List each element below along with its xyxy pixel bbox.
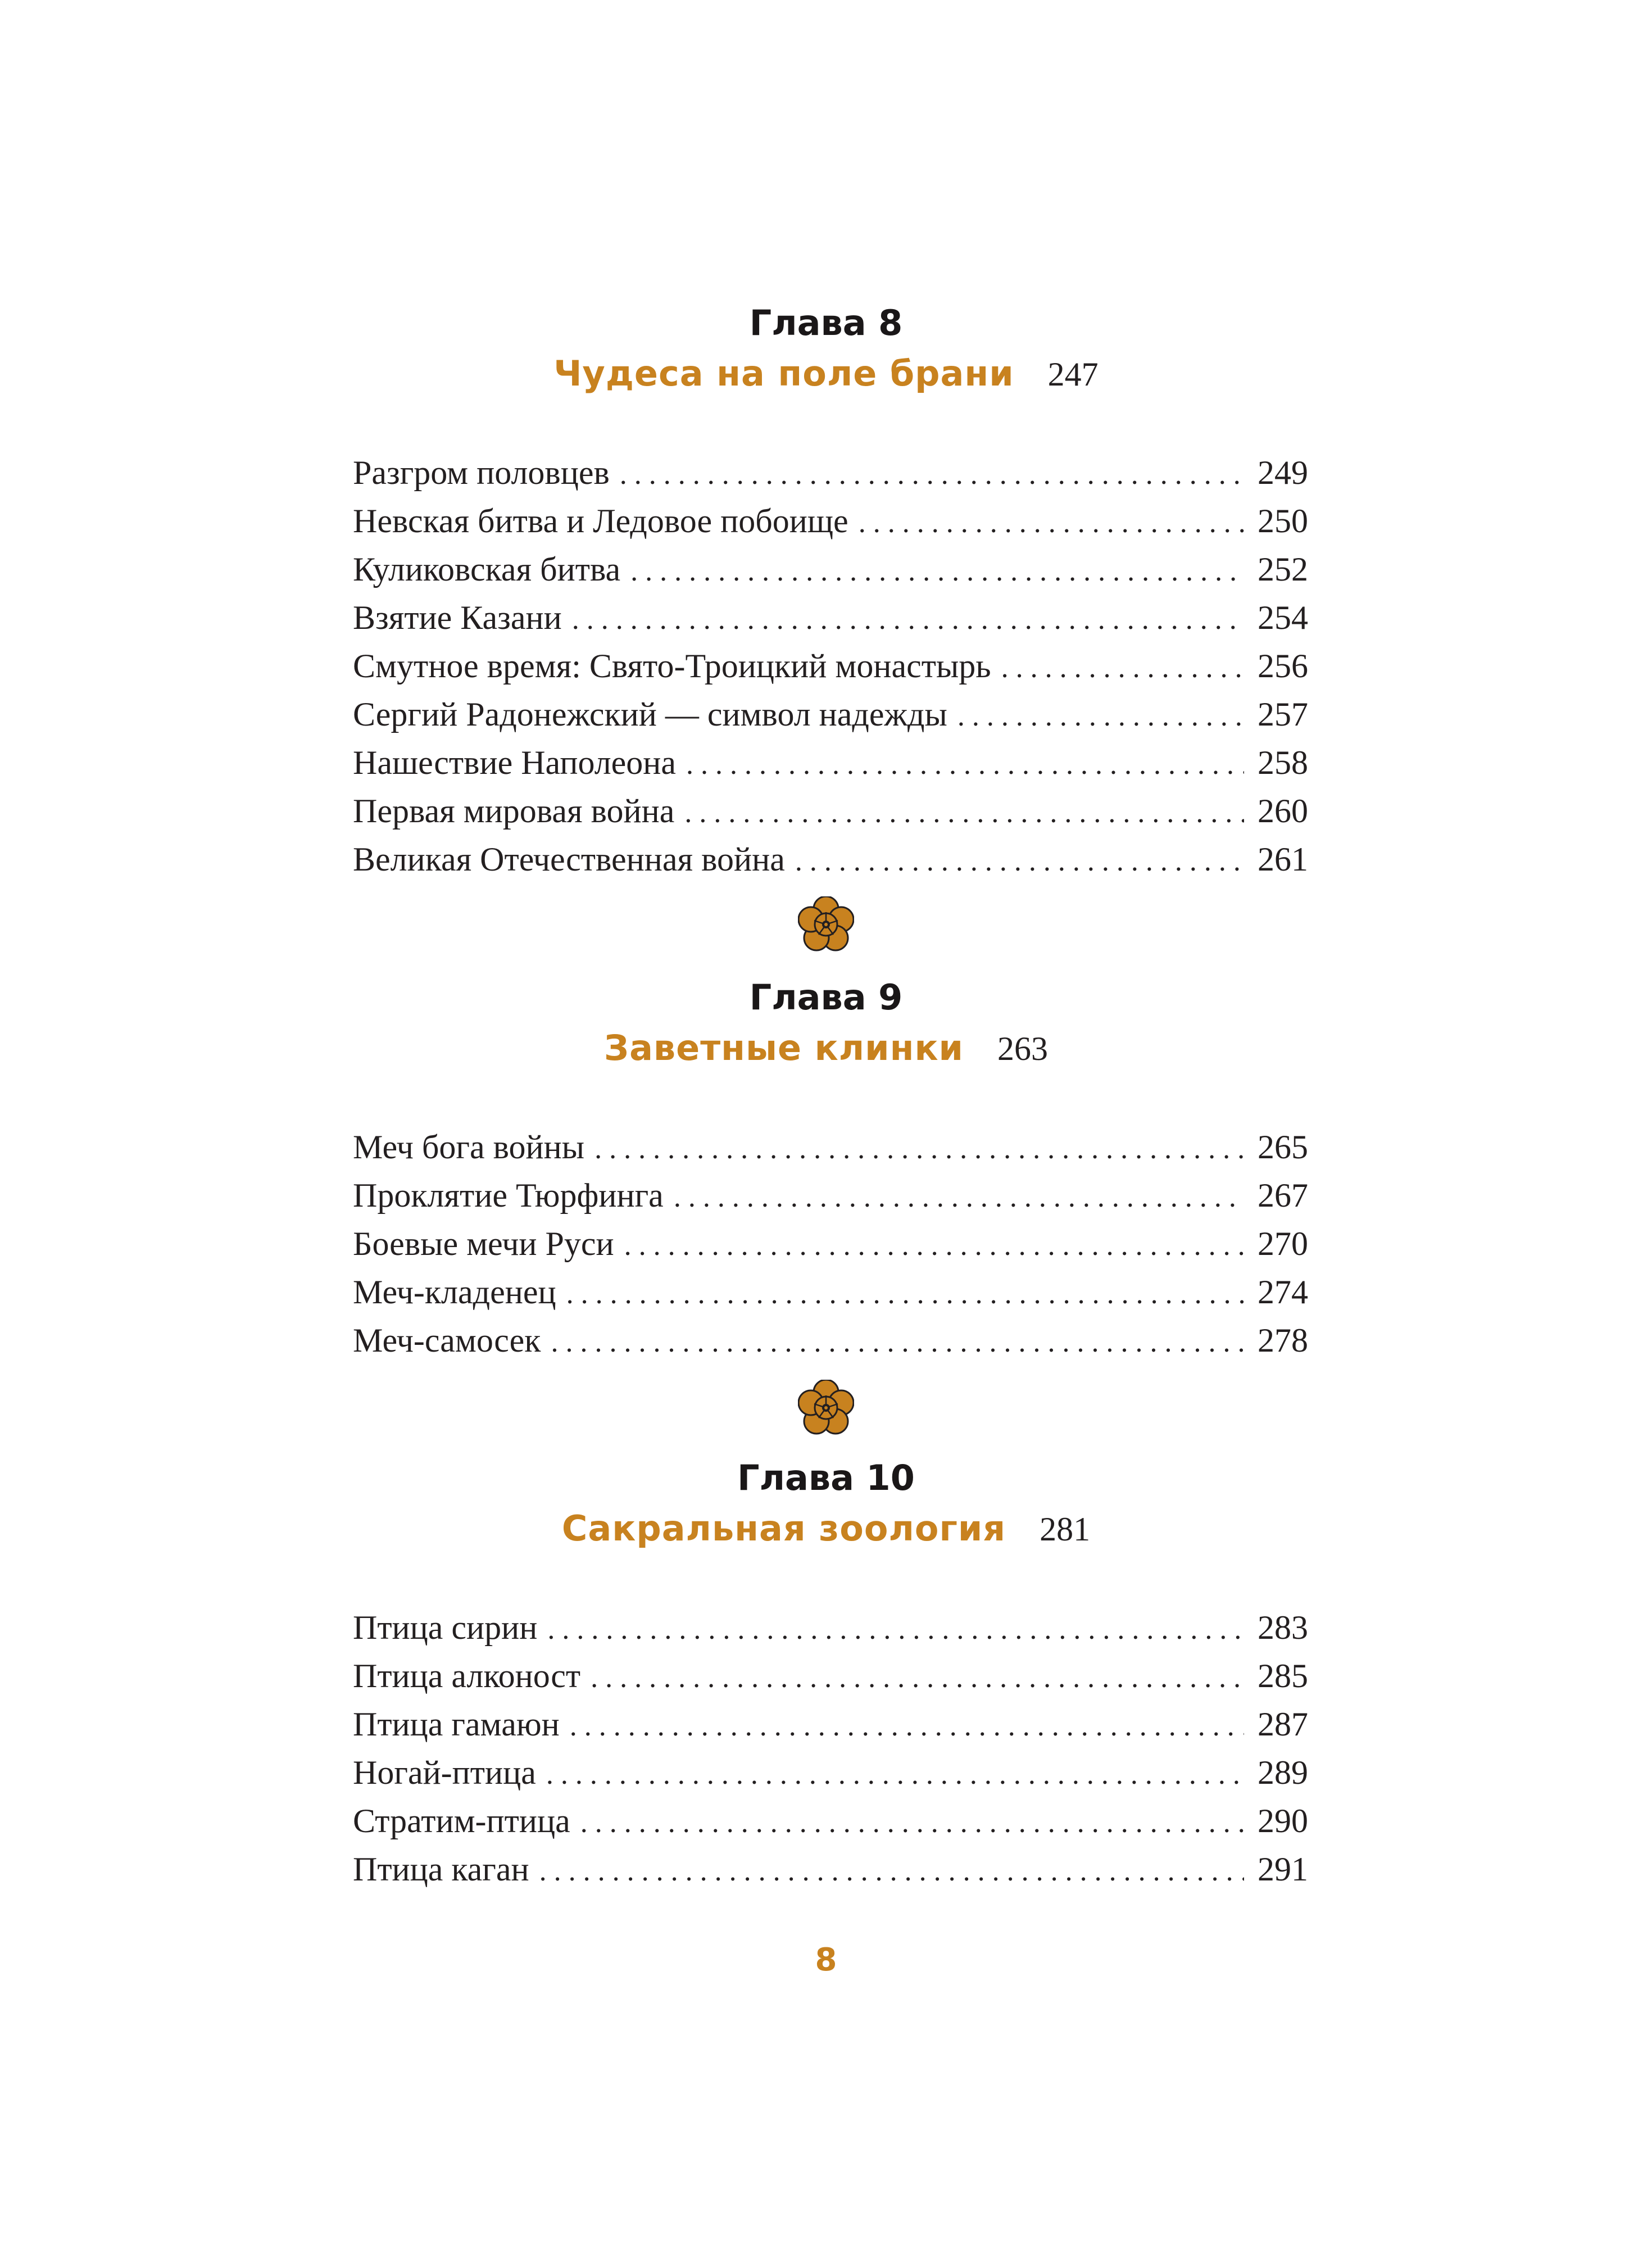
toc-entry-page: 278 — [1258, 1322, 1308, 1359]
toc-entry[interactable] — [353, 545, 1308, 593]
toc-entry[interactable] — [353, 1603, 1308, 1652]
toc-entry-page: 287 — [1258, 1706, 1308, 1743]
chapter-8-title[interactable]: Чудеса на поле брани — [553, 353, 1014, 394]
toc-entry-page: 289 — [1258, 1754, 1308, 1791]
toc-entry[interactable] — [353, 593, 1308, 642]
toc-entry[interactable] — [353, 642, 1308, 690]
toc-entry-title: Птица алконост — [353, 1657, 581, 1694]
toc-entry-page: 265 — [1258, 1128, 1308, 1166]
toc-entry-title: Боевые мечи Руси — [353, 1225, 614, 1262]
toc-leader-dots — [1001, 644, 1244, 692]
chapter-10-page: 281 — [1040, 1511, 1091, 1548]
toc-leader-dots — [957, 692, 1244, 741]
chapter-10-label: Глава 10 — [737, 1457, 915, 1498]
toc-entry-page: 249 — [1258, 454, 1308, 491]
toc-leader-dots — [686, 741, 1244, 789]
toc-entry[interactable] — [353, 1220, 1308, 1268]
chapter-8-page: 247 — [1047, 356, 1099, 393]
toc-entry-title: Птица сирин — [353, 1609, 538, 1646]
toc-leader-dots — [624, 1222, 1244, 1270]
toc-entry-title: Меч-кладенец — [353, 1273, 556, 1311]
toc-entry-title: Великая Отечественная война — [353, 841, 785, 878]
chapter-10-title-line — [0, 1506, 1652, 1560]
toc-leader-dots — [551, 1318, 1244, 1367]
toc-leader-dots — [620, 451, 1244, 499]
toc-entry-page: 274 — [1258, 1273, 1308, 1311]
toc-leader-dots — [539, 1847, 1244, 1896]
toc-entry[interactable] — [353, 787, 1308, 835]
toc-entry-title: Сергий Радонежский — символ надежды — [353, 696, 947, 733]
chapter-8-title-line — [0, 351, 1652, 405]
toc-entry-title: Первая мировая война — [353, 792, 675, 830]
toc-leader-dots — [674, 1173, 1244, 1222]
chapter-8-toc-list — [353, 448, 1308, 883]
toc-leader-dots — [591, 1654, 1244, 1702]
toc-entry-title: Стратим-птица — [353, 1802, 570, 1839]
toc-leader-dots — [859, 499, 1244, 547]
toc-entry[interactable] — [353, 1845, 1308, 1893]
toc-entry[interactable] — [353, 835, 1308, 883]
toc-entry-page: 257 — [1258, 696, 1308, 733]
toc-entry-page: 252 — [1258, 551, 1308, 588]
toc-entry[interactable] — [353, 1700, 1308, 1748]
toc-entry-page: 291 — [1258, 1851, 1308, 1888]
toc-entry-page: 283 — [1258, 1609, 1308, 1646]
toc-leader-dots — [594, 1125, 1244, 1173]
toc-entry[interactable] — [353, 1652, 1308, 1700]
toc-leader-dots — [572, 596, 1244, 644]
flower-ornament-icon — [798, 896, 854, 953]
toc-entry-title: Смутное время: Свято-Троицкий монастырь — [353, 647, 991, 685]
toc-entry-page: 261 — [1258, 841, 1308, 878]
toc-entry-title: Проклятие Тюрфинга — [353, 1177, 664, 1214]
page-number: 8 — [815, 1942, 837, 1978]
toc-entry-page: 250 — [1258, 502, 1308, 540]
toc-entry-title: Меч-самосек — [353, 1322, 541, 1359]
chapter-9-page: 263 — [997, 1030, 1048, 1067]
chapter-9-label: Глава 9 — [749, 977, 903, 1018]
toc-entry[interactable] — [353, 690, 1308, 738]
toc-leader-dots — [570, 1702, 1244, 1751]
toc-entry[interactable] — [353, 497, 1308, 545]
toc-entry[interactable] — [353, 1123, 1308, 1171]
toc-entry-page: 267 — [1258, 1177, 1308, 1214]
flower-ornament-icon — [798, 1380, 854, 1436]
toc-leader-dots — [566, 1270, 1244, 1318]
toc-entry-page: 285 — [1258, 1657, 1308, 1694]
toc-entry-title: Нашествие Наполеона — [353, 744, 677, 781]
toc-entry[interactable] — [353, 448, 1308, 497]
toc-entry[interactable] — [353, 1268, 1308, 1316]
toc-leader-dots — [684, 789, 1244, 837]
toc-entry[interactable] — [353, 1316, 1308, 1365]
toc-entry-title: Меч бога войны — [353, 1128, 585, 1166]
toc-entry[interactable] — [353, 1171, 1308, 1220]
toc-entry-page: 260 — [1258, 792, 1308, 830]
chapter-10-title[interactable]: Сакральная зоология — [561, 1508, 1006, 1549]
toc-entry-title: Куликовская битва — [353, 551, 621, 588]
toc-entry-page: 258 — [1258, 744, 1308, 781]
chapter-9-title[interactable]: Заветные клинки — [604, 1027, 964, 1068]
toc-entry-title: Ногай-птица — [353, 1754, 536, 1791]
toc-leader-dots — [547, 1606, 1244, 1654]
chapter-10-toc-list — [353, 1603, 1308, 1893]
toc-entry[interactable] — [353, 1748, 1308, 1797]
toc-entry-page: 290 — [1258, 1802, 1308, 1839]
toc-leader-dots — [630, 547, 1244, 596]
chapter-9-toc-list — [353, 1123, 1308, 1365]
toc-leader-dots — [795, 837, 1244, 886]
toc-entry-title: Взятие Казани — [353, 599, 562, 636]
toc-entry-page: 254 — [1258, 599, 1308, 636]
toc-leader-dots — [580, 1799, 1244, 1847]
toc-entry-title: Птица гамаюн — [353, 1706, 560, 1743]
chapter-8-label: Глава 8 — [749, 302, 903, 343]
toc-entry[interactable] — [353, 738, 1308, 787]
toc-entry-page: 256 — [1258, 647, 1308, 685]
toc-entry-title: Птица каган — [353, 1851, 529, 1888]
toc-entry-title: Разгром половцев — [353, 454, 610, 491]
chapter-9-title-line — [0, 1026, 1652, 1080]
toc-entry-title: Невская битва и Ледовое побоище — [353, 502, 848, 540]
toc-entry[interactable] — [353, 1797, 1308, 1845]
toc-entry-page: 270 — [1258, 1225, 1308, 1262]
toc-leader-dots — [546, 1751, 1244, 1799]
